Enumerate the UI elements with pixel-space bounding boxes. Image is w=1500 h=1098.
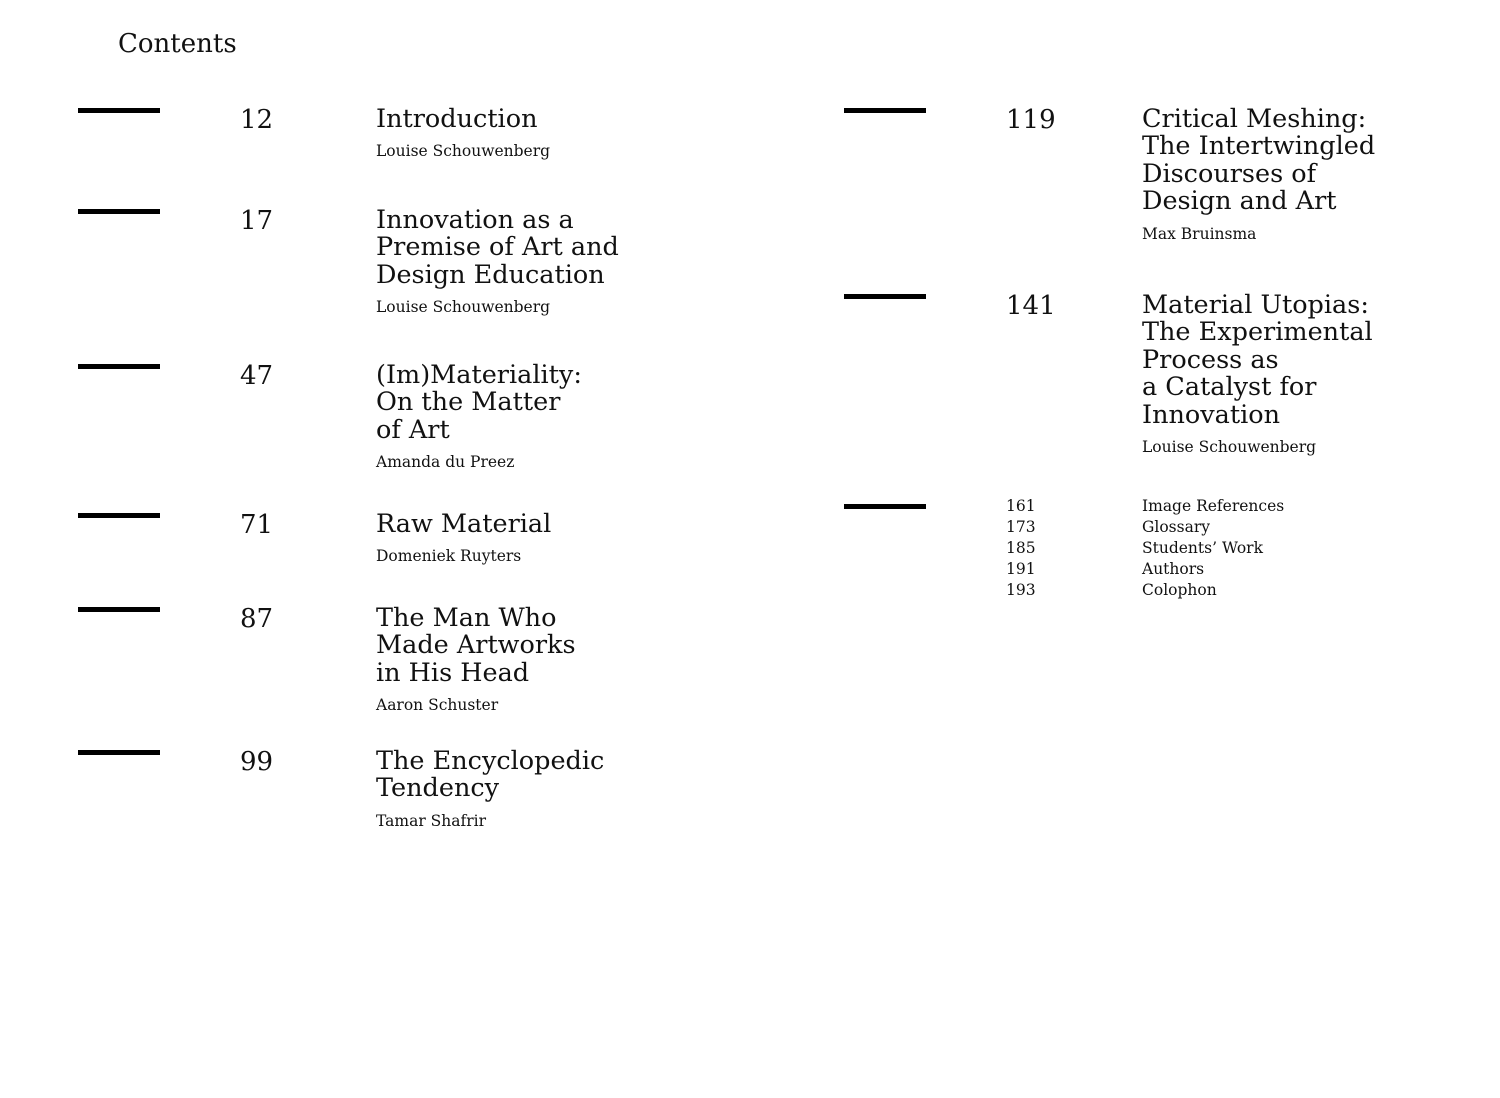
entry-body: [376, 511, 736, 566]
entry-rule: [78, 364, 160, 369]
entry-author: Louise Schouwenberg: [1142, 438, 1317, 457]
entry-author: Tamar Shafrir: [376, 811, 487, 830]
entry-body: [376, 106, 736, 161]
entry-body: [1142, 292, 1500, 457]
entry-title[interactable]: Critical Meshing: The Intertwingled Discourses of Design and Art: [1142, 104, 1376, 217]
list-item-page: 185: [1006, 538, 1036, 557]
entry-title[interactable]: Introduction: [376, 104, 538, 134]
contents-heading: Contents: [118, 29, 237, 59]
entry-rule: [78, 607, 160, 612]
entry-page-number: 12: [240, 105, 274, 135]
list-item[interactable]: [1006, 559, 1402, 580]
entry-rule: [78, 513, 160, 518]
list-item-page: 173: [1006, 517, 1036, 536]
entry-body: [376, 362, 736, 472]
entry-author: Aaron Schuster: [376, 696, 499, 715]
list-item-title: Authors: [1142, 559, 1205, 578]
entry-title[interactable]: Raw Material: [376, 509, 552, 539]
back-matter-rows: [1006, 496, 1402, 601]
entry-page-number: 99: [240, 747, 274, 777]
list-item-title: Image References: [1142, 497, 1285, 515]
list-item-page: 161: [1006, 497, 1036, 515]
list-item[interactable]: [1006, 580, 1402, 601]
entry-title[interactable]: (Im)Materiality: On the Matter of Art: [376, 360, 582, 445]
list-item[interactable]: [1006, 517, 1402, 538]
entry-title[interactable]: Material Utopias: The Experimental Process as a Catalyst for Innovation: [1142, 290, 1373, 430]
entry-author: Louise Schouwenberg: [376, 142, 551, 161]
list-item-page: 191: [1006, 559, 1036, 578]
list-item[interactable]: [1006, 496, 1402, 517]
entry-page-number: 47: [240, 361, 274, 391]
entry-rule: [844, 504, 926, 509]
entry-page-number: 17: [240, 206, 274, 236]
list-item-title: Glossary: [1142, 517, 1210, 536]
entry-author: Louise Schouwenberg: [376, 298, 551, 317]
entry-title[interactable]: Innovation as a Premise of Art and Design Education: [376, 205, 619, 290]
list-item[interactable]: [1006, 538, 1402, 559]
entry-page-number: 141: [1006, 291, 1056, 321]
entry-rule: [78, 209, 160, 214]
entry-author: Max Bruinsma: [1142, 224, 1257, 243]
entry-author: Amanda du Preez: [376, 453, 515, 472]
entry-body: [376, 605, 736, 715]
entry-page-number: 87: [240, 604, 274, 634]
list-item-title: Students’ Work: [1142, 538, 1263, 557]
entry-page-number: 71: [240, 510, 274, 540]
entry-rule: [844, 294, 926, 299]
entry-body: [1142, 106, 1500, 244]
entry-page-number: 119: [1006, 105, 1056, 135]
list-item-page: 193: [1006, 580, 1036, 599]
entry-rule: [78, 750, 160, 755]
entry-body: [376, 748, 736, 831]
entry-title[interactable]: The Encyclopedic Tendency: [376, 746, 605, 804]
entry-author: Domeniek Ruyters: [376, 547, 522, 566]
entry-title[interactable]: The Man Who Made Artworks in His Head: [376, 603, 576, 688]
entry-rule: [78, 108, 160, 113]
entry-body: [376, 207, 736, 317]
entry-rule: [844, 108, 926, 113]
list-item-title: Colophon: [1142, 580, 1217, 599]
